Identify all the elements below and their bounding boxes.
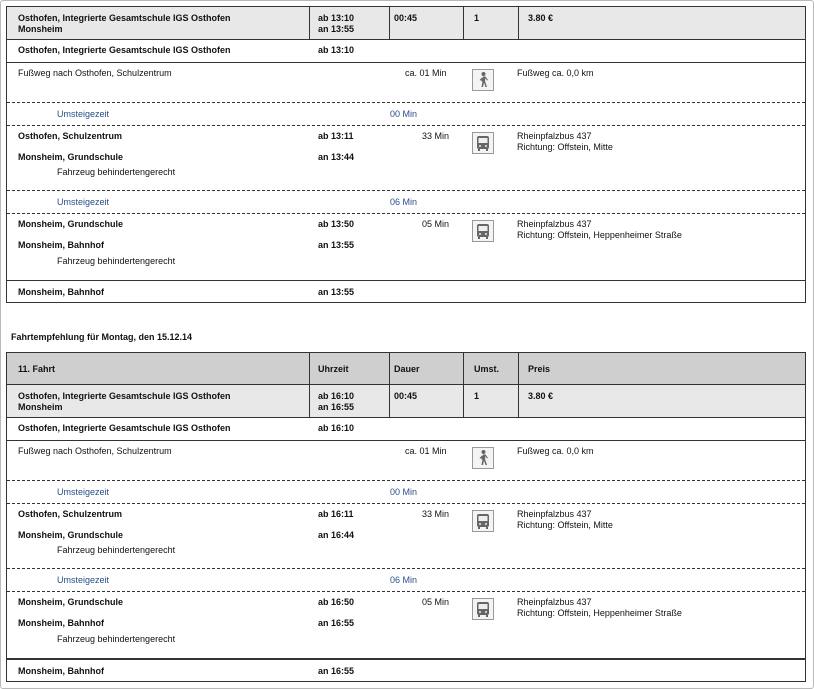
leg-to-station: Monsheim, Bahnhof: [18, 240, 104, 250]
header-price: Preis: [528, 364, 551, 374]
leg-departure-time: ab 16:50: [318, 597, 355, 607]
start-time: ab 16:10: [318, 423, 355, 433]
summary-departure-time: ab 13:10: [318, 13, 355, 23]
summary-changes: 1: [474, 391, 480, 401]
end-station: Monsheim, Bahnhof: [18, 287, 104, 297]
leg-arrival-time: an 13:44: [318, 152, 355, 162]
leg-line: Rheinpfalzbus 437: [517, 597, 592, 607]
leg-line: Rheinpfalzbus 437: [517, 131, 592, 141]
summary-arrival-time: an 16:55: [318, 402, 355, 412]
transfer-row-2: [7, 191, 805, 214]
summary-departure-time: ab 16:10: [318, 391, 355, 401]
leg-accessibility-note: Fahrzeug behindertengerecht: [57, 634, 176, 644]
transfer-label: Umsteigezeit: [57, 197, 110, 207]
header-trip: 11. Fahrt: [18, 364, 56, 374]
start-station: Osthofen, Integrierte Gesamtschule IGS Osthofen: [18, 423, 231, 433]
end-time: an 13:55: [318, 287, 355, 297]
trip-summary-row[interactable]: [7, 385, 805, 418]
leg-direction: Richtung: Offstein, Mitte: [517, 520, 613, 530]
leg-from-station: Osthofen, Schulzentrum: [18, 131, 123, 141]
walk-description: Fußweg nach Osthofen, Schulzentrum: [18, 446, 172, 456]
walk-info: Fußweg ca. 0,0 km: [517, 446, 594, 456]
trip-summary-row[interactable]: [7, 7, 805, 40]
leg-to-station: Monsheim, Grundschule: [18, 530, 124, 540]
summary-changes: 1: [474, 13, 480, 23]
transfer-label: Umsteigezeit: [57, 575, 110, 585]
summary-duration: 00:45: [394, 13, 418, 23]
leg-direction: Richtung: Offstein, Mitte: [517, 142, 613, 152]
leg-direction: Richtung: Offstein, Heppenheimer Straße: [517, 230, 682, 240]
summary-route-from: Osthofen, Integrierte Gesamtschule IGS Osthofen: [18, 391, 231, 401]
bus-leg-row-2: [7, 592, 805, 659]
summary-route-from: Osthofen, Integrierte Gesamtschule IGS Osthofen: [18, 13, 231, 23]
walk-duration: ca. 01 Min: [405, 446, 447, 456]
bus-leg-row-1: [7, 504, 805, 569]
transfer-duration: 00 Min: [390, 487, 418, 497]
transfer-duration: 06 Min: [390, 197, 418, 207]
end-station-row: [7, 281, 805, 302]
leg-departure-time: ab 16:11: [318, 509, 354, 519]
leg-to-station: Monsheim, Grundschule: [18, 152, 124, 162]
trip-table-2: [6, 352, 806, 682]
leg-accessibility-note: Fahrzeug behindertengerecht: [57, 256, 176, 266]
summary-route-to: Monsheim: [18, 24, 63, 34]
transfer-duration: 06 Min: [390, 575, 418, 585]
leg-line: Rheinpfalzbus 437: [517, 219, 592, 229]
start-station-row: [7, 40, 805, 63]
leg-departure-time: ab 13:11: [318, 131, 354, 141]
table-header-row: [7, 353, 805, 385]
bus-icon: [472, 220, 494, 242]
summary-price: 3.80 €: [528, 13, 554, 23]
start-station-row: [7, 418, 805, 441]
end-time: an 16:55: [318, 666, 355, 676]
pedestrian-icon: [472, 69, 494, 91]
walk-description: Fußweg nach Osthofen, Schulzentrum: [18, 68, 172, 78]
trip-table-1: [6, 6, 806, 303]
summary-route-to: Monsheim: [18, 402, 63, 412]
leg-duration: 33 Min: [422, 509, 450, 519]
summary-duration: 00:45: [394, 391, 418, 401]
walk-info: Fußweg ca. 0,0 km: [517, 68, 594, 78]
leg-direction: Richtung: Offstein, Heppenheimer Straße: [517, 608, 682, 618]
leg-accessibility-note: Fahrzeug behindertengerecht: [57, 167, 176, 177]
summary-price: 3.80 €: [528, 391, 554, 401]
leg-duration: 33 Min: [422, 131, 450, 141]
transfer-duration: 00 Min: [390, 109, 418, 119]
header-duration: Dauer: [394, 364, 420, 374]
walk-duration: ca. 01 Min: [405, 68, 447, 78]
leg-from-station: Monsheim, Grundschule: [18, 597, 124, 607]
leg-from-station: Osthofen, Schulzentrum: [18, 509, 123, 519]
transfer-row-2: [7, 569, 805, 592]
leg-arrival-time: an 16:44: [318, 530, 355, 540]
leg-departure-time: ab 13:50: [318, 219, 355, 229]
pedestrian-icon: [472, 447, 494, 469]
transfer-row-1: [7, 103, 805, 126]
transfer-label: Umsteigezeit: [57, 487, 110, 497]
walk-row: [7, 441, 805, 481]
leg-to-station: Monsheim, Bahnhof: [18, 618, 104, 628]
leg-line: Rheinpfalzbus 437: [517, 509, 592, 519]
bus-leg-row-2: [7, 214, 805, 281]
header-changes: Umst.: [474, 364, 500, 374]
recommendation-heading: Fahrtempfehlung für Montag, den 15.12.14: [11, 332, 193, 342]
start-time: ab 13:10: [318, 45, 355, 55]
leg-accessibility-note: Fahrzeug behindertengerecht: [57, 545, 176, 555]
leg-from-station: Monsheim, Grundschule: [18, 219, 124, 229]
start-station: Osthofen, Integrierte Gesamtschule IGS Osthofen: [18, 45, 231, 55]
bus-icon: [472, 510, 494, 532]
bus-icon: [472, 598, 494, 620]
summary-arrival-time: an 13:55: [318, 24, 355, 34]
end-station: Monsheim, Bahnhof: [18, 666, 104, 676]
header-time: Uhrzeit: [318, 364, 349, 374]
leg-duration: 05 Min: [422, 597, 450, 607]
bus-icon: [472, 132, 494, 154]
bus-leg-row-1: [7, 126, 805, 191]
leg-arrival-time: an 16:55: [318, 618, 355, 628]
transfer-label: Umsteigezeit: [57, 109, 110, 119]
walk-row: [7, 63, 805, 103]
end-station-row: [7, 659, 805, 681]
transfer-row-1: [7, 481, 805, 504]
leg-duration: 05 Min: [422, 219, 450, 229]
leg-arrival-time: an 13:55: [318, 240, 355, 250]
